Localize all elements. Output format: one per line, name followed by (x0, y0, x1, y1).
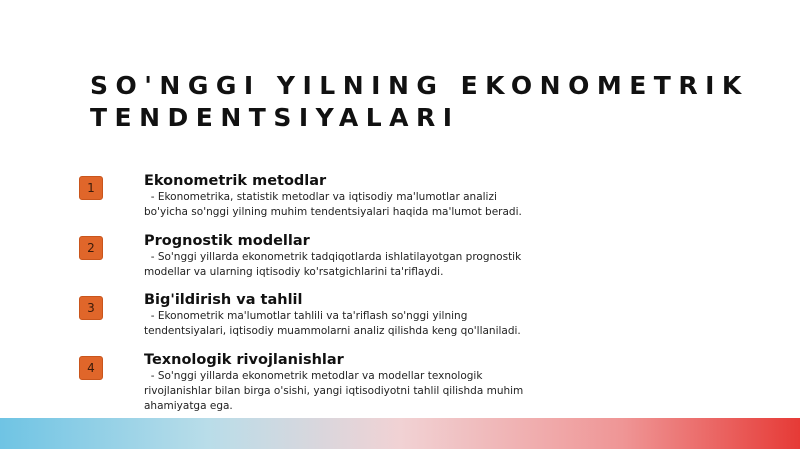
item-description: - Ekonometrik ma'lumotlar tahlili va ta'riflash so'nggi yilning tendentsiyalari, iqtisodiy muammolarni analiz qilishda keng qo'llaniladi. (144, 310, 521, 337)
slide-title: SO'NGGI YILNING EKONOMETRIK TENDENTSIYALARI (90, 71, 749, 132)
item-description: - Ekonometrika, statistik metodlar va iqtisodiy ma'lumotlar analizi bo'yicha so'nggi yilning muhim tendentsiyalari haqida ma'lumot beradi. (144, 191, 522, 218)
item-title: Ekonometrik metodlar (144, 173, 327, 189)
item-number-badge: 3 (79, 296, 103, 320)
item-description: - So'nggi yillarda ekonometrik tadqiqotlarda ishlatilayotgan prognostik modellar va ularning iqtisodiy ko'rsatgichlarini ta'riflaydi. (144, 251, 525, 278)
item-title: Prognostik modellar (144, 233, 310, 249)
item-description: - So'nggi yillarda ekonometrik metodlar va modellar texnologik rivojlanishlar bilan birga o'sishi, yangi iqtisodiyotni tahlil qilishda muhim ahamiyatga ega. (144, 370, 527, 412)
decorative-gradient-bar (0, 418, 800, 449)
item-number-badge: 4 (79, 356, 103, 380)
item-title: Big'ildirish va tahlil (144, 292, 303, 308)
item-number-badge: 1 (79, 176, 103, 200)
item-number-badge: 2 (79, 236, 103, 260)
item-title: Texnologik rivojlanishlar (144, 352, 344, 368)
